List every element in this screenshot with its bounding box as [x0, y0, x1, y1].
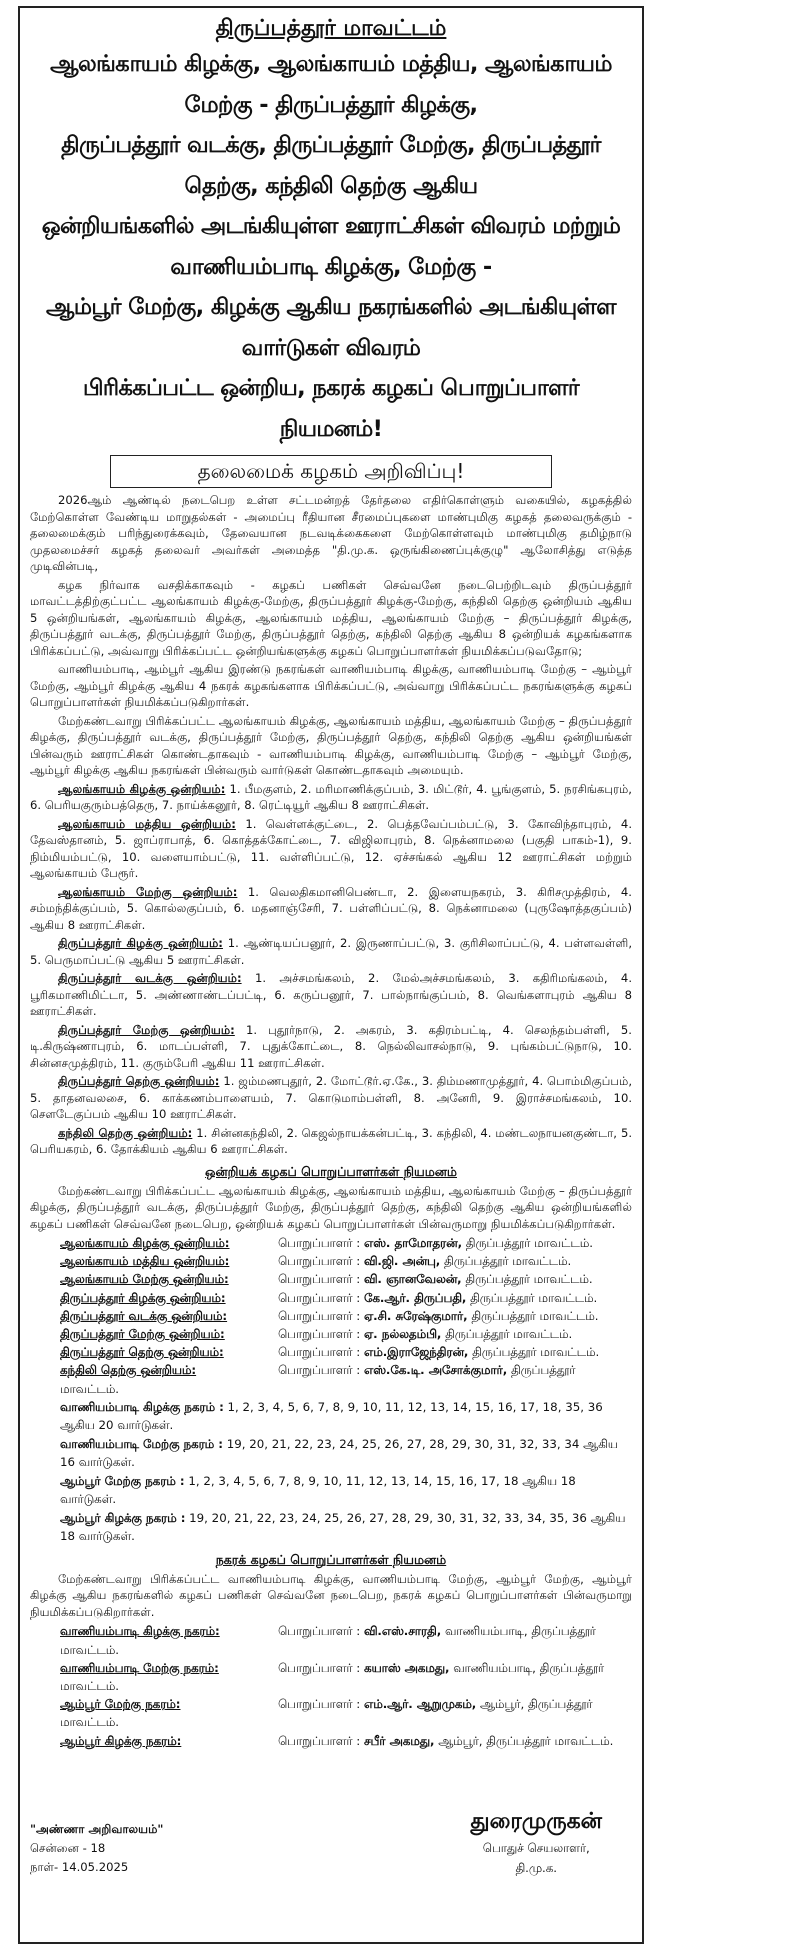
ward-numbers: 1, 2, 3, 4, 5, 6, 7, 8, 9, 10, 11, 12, 13, 14, 15, 16, 17, 18 ஆகிய 18 வார்டுகள். [60, 1473, 576, 1507]
union-label: திருப்பத்தூர் வடக்கு ஒன்றியம்: [58, 971, 242, 985]
appointee-name: ஏ.சி. சுரேஷ்குமார், [364, 1308, 468, 1323]
appointment-row [30, 1622, 632, 1658]
appointment-unit: திருப்பத்தூர் தெற்கு ஒன்றியம்: [60, 1345, 224, 1360]
appointment-row [30, 1732, 632, 1750]
appointment-row [30, 1343, 632, 1361]
appointee-place: திருப்பத்தூர் மாவட்டம். [60, 1363, 576, 1396]
union-villages: 1. ஜம்மணபுதூர், 2. மோட்டூர்.ஏ.கே., 3. திம்மணாமுத்தூர், 4. பொம்மிகுப்பம், 5. தாதனவலசை, 6. காக்கணம்பாளையம், 7. கொடுமாம்பள்ளி, 8. அனேரி, 9. இராச்சமங்கலம், 10. சௌடேகுப்பம் ஆகிய 10 ஊராட்சிகள். [30, 1074, 633, 1121]
headline-line: ஆம்பூர் மேற்கு, கிழக்கு ஆகிய நகரங்களில் அடங்கியுள்ள வார்டுகள் விவரம் [46, 294, 616, 361]
ward-town: வாணியம்பாடி கிழக்கு நகரம் : [60, 1399, 224, 1414]
appointee-place: திருப்பத்தூர் மாவட்டம். [471, 1308, 599, 1323]
union-appointments-heading: ஒன்றியக் கழகப் பொறுப்பாளர்கள் நியமனம் [204, 1163, 457, 1179]
union-label: திருப்பத்தூர் கிழக்கு ஒன்றியம்: [58, 936, 223, 950]
headline-line: பிரிக்கப்பட்ட ஒன்றிய, நகரக் கழகப் பொறுப்பாளர் நியமனம்! [83, 375, 579, 442]
appointment-row [30, 1695, 632, 1731]
ward-numbers: 1, 2, 3, 4, 5, 6, 7, 8, 9, 10, 11, 12, 13, 14, 15, 16, 17, 18, 35, 36 ஆகிய 20 வார்டுகள். [60, 1399, 603, 1433]
ward-numbers: 19, 20, 21, 22, 23, 24, 25, 26, 27, 28, 29, 30, 31, 32, 33, 34, 35, 36 ஆகிய 18 வார்டுகள். [60, 1510, 626, 1544]
appointment-role: பொறுப்பாளர் : [278, 1254, 361, 1269]
union-villages: 1. வெலதிகமானிபெண்டா, 2. இளையநகரம், 3. கிரிசமுத்திரம், 4. சம்மந்திக்குப்பம், 5. கொல்லகுப்பம், 6. மதனாஞ்சேரி, 7. பள்ளிப்பட்டு, 8. நெக்னாமலை (புருஷோத்தகுப்பம்) ஆகிய 8 ஊராட்சிகள். [30, 884, 632, 932]
ward-entry [30, 1398, 632, 1435]
appointment-unit: திருப்பத்தூர் கிழக்கு ஒன்றியம்: [60, 1290, 226, 1305]
appointee-place: திருப்பத்தூர் மாவட்டம். [445, 1327, 573, 1342]
appointment-unit: ஆலங்காயம் மத்திய ஒன்றியம்: [60, 1254, 230, 1269]
union-entry [30, 935, 632, 968]
appointee-name: எம்.இராஜேந்திரன், [364, 1345, 469, 1360]
appointment-role: பொறுப்பாளர் : [278, 1363, 361, 1378]
union-villages: 1. ஆண்டியப்பனூர், 2. இருணாப்பட்டு, 3. குரிசிலாப்பட்டு, 4. பள்ளவள்ளி, 5. பெருமாப்பட்டு ஆகிய 5 ஊராட்சிகள். [30, 936, 632, 967]
signatory-name: துரைமுருகன் [470, 1809, 602, 1834]
appointee-name: கயாஸ் அகமது, [364, 1660, 450, 1675]
appointment-role: பொறுப்பாளர் : [278, 1660, 361, 1675]
party-name: தி.மு.க. [515, 1861, 558, 1875]
town-appointments-section [30, 1552, 632, 1750]
appointment-row [30, 1325, 632, 1343]
announcement-box: தலைமைக் கழகம் அறிவிப்பு! [110, 455, 552, 488]
union-label: ஆலங்காயம் கிழக்கு ஒன்றியம்: [58, 781, 226, 796]
appointment-row [30, 1289, 632, 1307]
appointee-name: எம்.ஆர். ஆறுமுகம், [364, 1697, 477, 1712]
headline-line: ஆலங்காயம் கிழக்கு, ஆலங்காயம் மத்திய, ஆலங்காயம் மேற்கு - திருப்பத்தூர் கிழக்கு, [50, 51, 612, 118]
union-villages: 1. பீமகுளம், 2. மரிமாணிக்குப்பம், 3. மிட்டூர், 4. பூங்குளம், 5. நரசிங்கபுரம், 6. பெரியகுரும்பத்தெரு, 7. நாய்க்கனூர், 8. ரெட்டியூர் ஆகிய 8 ஊராட்சிகள். [30, 781, 632, 812]
appointee-name: வி.ஜி. அன்பு, [364, 1254, 441, 1269]
signatory-block [471, 1806, 602, 1878]
union-label: ஆலங்காயம் மத்திய ஒன்றியம்: [58, 816, 236, 831]
appointee-name: வி. ஞானவேலன், [364, 1272, 462, 1287]
appointment-row [30, 1307, 632, 1325]
appointment-role: பொறுப்பாளர் : [278, 1308, 361, 1323]
appointment-role: பொறுப்பாளர் : [278, 1733, 361, 1748]
headline [30, 44, 632, 449]
appointment-unit: ஆம்பூர் கிழக்கு நகரம்: [60, 1733, 182, 1748]
district-title: திருப்பத்தூர் மாவட்டம் [215, 16, 447, 41]
town-appointments-heading: நகரக் கழகப் பொறுப்பாளர்கள் நியமனம் [215, 1551, 447, 1567]
appointment-unit: திருப்பத்தூர் மேற்கு ஒன்றியம்: [60, 1327, 225, 1342]
appointment-row [30, 1252, 632, 1270]
appointee-place: திருப்பத்தூர் மாவட்டம். [465, 1236, 593, 1250]
ward-list [30, 1398, 632, 1546]
ward-numbers: 19, 20, 21, 22, 23, 24, 25, 26, 27, 28, 29, 30, 31, 32, 33, 34 ஆகிய 16 வார்டுகள். [60, 1436, 618, 1470]
headquarters-city: சென்னை - 18 [30, 1841, 106, 1855]
ward-entry [30, 1435, 632, 1472]
appointment-unit: ஆலங்காயம் கிழக்கு ஒன்றியம்: [60, 1236, 230, 1250]
union-entry [30, 970, 632, 1020]
appointment-role: பொறுப்பாளர் : [278, 1697, 361, 1712]
ward-entry [30, 1509, 632, 1546]
appointee-place: திருப்பத்தூர் மாவட்டம். [472, 1345, 600, 1360]
appointment-unit: திருப்பத்தூர் வடக்கு ஒன்றியம்: [60, 1308, 228, 1323]
union-villages: 1. வெள்ளக்குட்டை, 2. பெத்தவேப்பம்பட்டு, 3. கோவிந்தாபுரம், 4. தேவஸ்தானம், 5. ஜாப்ராபாத், 6. கொத்தக்கோட்டை, 7. விஜிலாபுரம், 8. நெக்னாமலை (பகுதி பாகம்-1), 9. நிம்மியம்பட்டு, 10. வளையாம்பட்டு, 11. வள்ளிப்பட்டு, 12. ஏச்சங்கல் ஆகிய 12 ஊராட்சிகள் மற்றும் ஆலங்காயம் பேரூர். [30, 816, 632, 880]
union-villages: 1. சின்னகந்திலி, 2. கெஜல்நாயக்கன்பட்டி, 3. கந்திலி, 4. மண்டலநாயனகுண்டா, 5. பெரியகரம், 6. தோக்கியம் ஆகிய 6 ஊராட்சிகள். [30, 1125, 633, 1156]
appointee-name: எஸ். தாமோதரன், [364, 1236, 463, 1250]
union-villages: 1. அச்சமங்கலம், 2. மேல்அச்சமங்கலம், 3. கதிரிமங்கலம், 4. பூரிகமாணிமிட்டா, 5. அண்ணாண்டப்பட்டி, 6. கருப்பனூர், 7. பால்நாங்குப்பம், 8. வெங்களாபுரம் ஆகிய 8 ஊராட்சிகள். [30, 971, 632, 1018]
appointee-name: கே.ஆர். திருப்பதி, [364, 1290, 467, 1305]
issue-details [30, 1820, 163, 1877]
intro-paragraph: கழக நிர்வாக வசதிக்காகவும் - கழகப் பணிகள் செவ்வனே நடைபெற்றிடவும் திருப்பத்தூர் மாவட்டத்திற்குட்பட்ட ஆலங்காயம் கிழக்கு-மேற்கு, திருப்பத்தூர் கிழக்கு-மேற்கு, கந்திலி தெற்கு ஒன்றியம் ஆகிய 5 ஒன்றியங்கள், ஆலங்காயம் கிழக்கு, ஆலங்காயம் மத்திய, ஆலங்காயம் மேற்கு – திருப்பத்தூர் கிழக்கு, திருப்பத்தூர் வடக்கு, திருப்பத்தூர் மேற்கு, திருப்பத்தூர் தெற்கு, கந்திலி தெற்கு ஆகிய 8 ஒன்றியக் கழகங்களாக பிரிக்கப்பட்டு, அவ்வாறு பிரிக்கப்பட்ட ஒன்றியங்களுக்கு கழகப் பொறுப்பாளர்கள் நியமிக்கப்படுவதோடு; [30, 577, 632, 658]
union-label: திருப்பத்தூர் தெற்கு ஒன்றியம்: [58, 1074, 220, 1088]
union-entry [30, 816, 632, 882]
ward-town: வாணியம்பாடி மேற்கு நகரம் : [60, 1436, 223, 1451]
appointee-place: திருப்பத்தூர் மாவட்டம். [470, 1290, 598, 1305]
appointment-role: பொறுப்பாளர் : [278, 1272, 361, 1287]
headline-line: திருப்பத்தூர் வடக்கு, திருப்பத்தூர் மேற்கு, திருப்பத்தூர் தெற்கு, கந்திலி தெற்கு ஆகிய [61, 132, 601, 199]
appointee-place: ஆம்பூர், திருப்பத்தூர் மாவட்டம். [60, 1697, 593, 1730]
notice-frame [18, 6, 644, 1944]
town-appointments-intro: மேற்கண்டவாறு பிரிக்கப்பட்ட வாணியம்பாடி கிழக்கு, வாணியம்பாடி மேற்கு, ஆம்பூர் மேற்கு, ஆம்பூர் கிழக்கு ஆகிய நகரங்களில் கழகப் பணிகள் செவ்வனே நடைபெற, நகரக் கழகப் பொறுப்பாளர்கள் பின்வருமாறு நியமிக்கப்படுகிறார்கள். [30, 1571, 632, 1619]
appointment-unit: ஆம்பூர் மேற்கு நகரம்: [60, 1697, 181, 1712]
union-entry [30, 1125, 632, 1158]
appointment-role: பொறுப்பாளர் : [278, 1236, 361, 1250]
appointment-row [30, 1270, 632, 1288]
appointee-name: சபீர் அகமது, [364, 1733, 435, 1748]
appointee-place: திருப்பத்தூர் மாவட்டம். [465, 1272, 593, 1287]
intro-paragraph: 2026ஆம் ஆண்டில் நடைபெற உள்ள சட்டமன்றத் தேர்தலை எதிர்கொள்ளும் வகையில், கழகத்தில் மேற்கொள்ள வேண்டிய மாறுதல்கள் - அமைப்பு ரீதியான சீரமைப்புகளை மாண்புமிகு கழகத் தலைவருக்கும் - தலைமைக்கும் பரிந்துரைக்கவும், தேவையான நடவடிக்கைகளை மேற்கொள்ளவும் மாண்புமிகு தமிழ்நாடு முதலமைச்சர் கழகத் தலைவர் அவர்கள் அமைத்த "தி.மு.க. ஒருங்கிணைப்புக்குழு" ஆலோசித்து எடுத்த முடிவின்படி, [30, 493, 632, 573]
appointment-role: பொறுப்பாளர் : [278, 1327, 361, 1342]
union-entry [30, 781, 632, 814]
signature-footer [30, 1806, 632, 1936]
union-label: ஆலங்காயம் மேற்கு ஒன்றியம்: [58, 884, 238, 899]
appointment-row [30, 1659, 632, 1695]
union-villages: 1. புதூர்நாடு, 2. அகரம், 3. கதிரம்பட்டி, 4. செலந்தம்பள்ளி, 5. டி.கிருஷ்ணாபுரம், 6. மாடப்பள்ளி, 7. புதுக்கோட்டை, 8. நெல்லிவாசல்நாடு, 9. புங்கம்பட்டுநாடு, 10. சின்னசமுத்திரம், 11. குரும்பேரி ஆகிய 11 ஊராட்சிகள். [30, 1022, 632, 1070]
ward-town: ஆம்பூர் கிழக்கு நகரம் : [60, 1510, 186, 1525]
appointment-role: பொறுப்பாளர் : [278, 1624, 361, 1639]
union-list [30, 781, 632, 1158]
intro-section [30, 492, 632, 779]
ward-town: ஆம்பூர் மேற்கு நகரம் : [60, 1473, 185, 1488]
headline-line: ஒன்றியங்களில் அடங்கியுள்ள ஊராட்சிகள் விவரம் மற்றும் வாணியம்பாடி கிழக்கு, மேற்கு - [41, 213, 621, 280]
appointment-row [30, 1234, 632, 1252]
union-appointments-section [30, 1164, 632, 1398]
ward-entry [30, 1472, 632, 1509]
appointment-unit: வாணியம்பாடி மேற்கு நகரம்: [60, 1660, 219, 1675]
appointment-unit: வாணியம்பாடி கிழக்கு நகரம்: [60, 1624, 220, 1639]
headquarters-name: "அண்ணா அறிவாலயம்" [30, 1822, 164, 1836]
union-label: திருப்பத்தூர் மேற்கு ஒன்றியம்: [58, 1022, 235, 1037]
union-label: கந்திலி தெற்கு ஒன்றியம்: [58, 1125, 193, 1140]
union-entry [30, 1073, 632, 1123]
appointment-unit: ஆலங்காயம் மேற்கு ஒன்றியம்: [60, 1272, 229, 1287]
appointee-place: வாணியம்பாடி, திருப்பத்தூர் மாவட்டம். [60, 1624, 596, 1657]
issue-date: நாள்- 14.05.2025 [30, 1860, 129, 1874]
union-entry [30, 1022, 632, 1072]
appointee-name: எஸ்.கே.டி. அசோக்குமார், [364, 1363, 508, 1378]
appointment-unit: கந்திலி தெற்கு ஒன்றியம்: [60, 1363, 197, 1378]
appointee-place: வாணியம்பாடி, திருப்பத்தூர் மாவட்டம். [60, 1660, 605, 1693]
union-entry [30, 884, 632, 934]
appointment-row [30, 1361, 632, 1397]
appointee-place: திருப்பத்தூர் மாவட்டம். [444, 1254, 572, 1269]
intro-paragraph: மேற்கண்டவாறு பிரிக்கப்பட்ட ஆலங்காயம் கிழக்கு, ஆலங்காயம் மத்திய, ஆலங்காயம் மேற்கு – திருப்பத்தூர் கிழக்கு, திருப்பத்தூர் வடக்கு, திருப்பத்தூர் மேற்கு, திருப்பத்தூர் தெற்கு, கந்திலி தெற்கு ஆகிய ஒன்றியங்கள் பின்வரும் ஊராட்சிகள் கொண்டதாகவும் - வாணியம்பாடி கிழக்கு, வாணியம்பாடி மேற்கு – ஆம்பூர் மேற்கு, ஆம்பூர் கிழக்கு ஆகிய நகரங்கள் பின்வரும் வார்டுகள் கொண்டதாகவும் அமையும். [30, 713, 632, 777]
signatory-designation: பொதுச் செயலாளர், [482, 1841, 590, 1855]
union-appointments-intro: மேற்கண்டவாறு பிரிக்கப்பட்ட ஆலங்காயம் கிழக்கு, ஆலங்காயம் மத்திய, ஆலங்காயம் மேற்கு – திருப்பத்தூர் கிழக்கு, திருப்பத்தூர் வடக்கு, திருப்பத்தூர் மேற்கு, திருப்பத்தூர் தெற்கு, கந்திலி தெற்கு ஆகிய ஒன்றியங்களில் கழகப் பணிகள் செவ்வனே நடைபெற, ஒன்றியக் கழகப் பொறுப்பாளர்கள் பின்வருமாறு நியமிக்கப்படுகிறார்கள். [30, 1183, 632, 1231]
appointee-place: ஆம்பூர், திருப்பத்தூர் மாவட்டம். [438, 1733, 614, 1748]
appointment-role: பொறுப்பாளர் : [278, 1345, 361, 1360]
appointee-name: ஏ. நல்லதம்பி, [364, 1327, 442, 1342]
intro-paragraph: வாணியம்பாடி, ஆம்பூர் ஆகிய இரண்டு நகரங்கள் வாணியம்பாடி கிழக்கு, வாணியம்பாடி மேற்கு – ஆம்பூர் மேற்கு, ஆம்பூர் கிழக்கு ஆகிய 4 நகரக் கழகங்களாக பிரிக்கப்பட்டு, அவ்வாறு பிரிக்கப்பட்ட நகரங்களுக்கு கழகப் பொறுப்பாளர்கள் நியமிக்கப்படுகிறார்கள். [30, 662, 632, 709]
appointment-role: பொறுப்பாளர் : [278, 1290, 361, 1305]
appointee-name: வி.எஸ்.சாரதி, [364, 1624, 442, 1639]
